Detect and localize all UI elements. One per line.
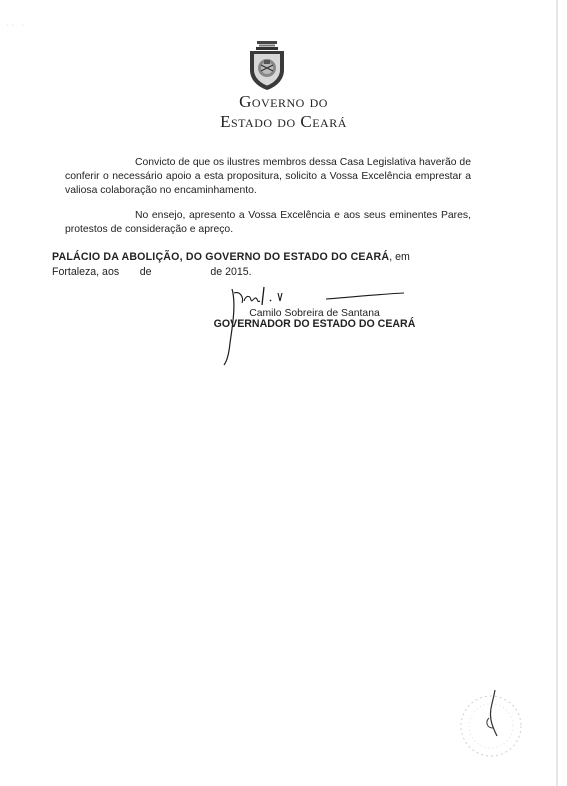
palace-heading: PALÁCIO DA ABOLIÇÃO, DO GOVERNO DO ESTADO DO CEARÁ [52, 251, 390, 263]
letterhead-line-1: Governo do [239, 92, 328, 111]
paragraph-request-text: Convicto de que os ilustres membros dessa Casa Legislativa haverão de conferir o necessário apoio a esta propositura, solicito a Vossa Excelência emprestar a valiosa colaboração no encaminhamento. [65, 157, 471, 197]
paragraph-request [65, 156, 471, 199]
letterhead-line-2: Estado do Ceará [220, 112, 347, 131]
rubric-stamp [455, 688, 527, 760]
date-line: Fortaleza, aos de de 2015. [52, 265, 252, 278]
paragraph-closing-text: No ensejo, apresento a Vossa Excelência e aos seus eminentes Pares, protestos de consideração e apreço. [65, 210, 471, 236]
place-suffix: , em [389, 251, 410, 263]
signatory-name: Camilo Sobreira de Santana [249, 308, 380, 319]
place-and-date [52, 250, 472, 279]
signatory-title: GOVERNADOR DO ESTADO DO CEARÁ [213, 318, 416, 330]
paragraph-closing [65, 209, 471, 237]
scan-noise: ·· · [6, 22, 27, 29]
state-coat-of-arms-icon [246, 40, 288, 92]
